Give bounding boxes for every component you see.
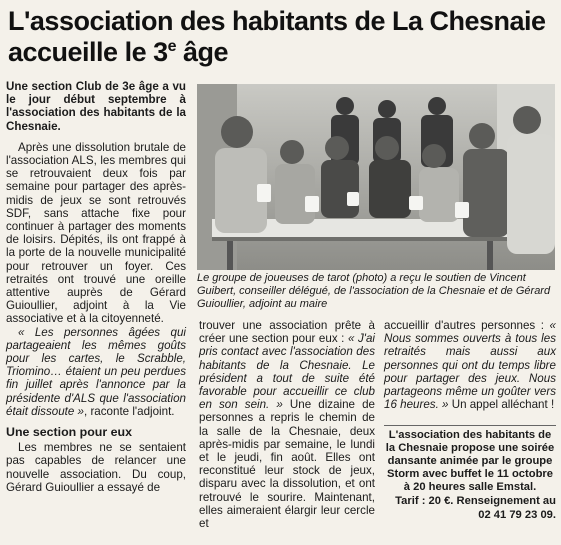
event-box <box>384 425 556 522</box>
body-paragraph-2 <box>6 326 186 418</box>
body-paragraph-right <box>384 319 556 411</box>
headline <box>8 6 553 68</box>
headline-line2-text: accueille le 3 <box>8 37 168 67</box>
mid-text-start: trouver une association prête à créer une section pour eux : <box>199 319 375 346</box>
body-paragraph-mid <box>199 319 375 530</box>
column-right <box>384 319 556 411</box>
quote-3: « Nous sommes ouverts à tous les retraités mais aussi aux personnes qui ont du temps libre pour partager des jeux. Nous partageons même un goûter vers 16 heures. » <box>384 319 556 412</box>
right-text-start: accueillir d'autres personnes : <box>384 319 550 332</box>
headline-line1: L'association des habitants de La Chesnaie <box>8 6 546 36</box>
headline-line2 <box>8 37 553 68</box>
mid-text-tail: Une dizaine de personnes a repris le chemin de la salle de la Chesnaie, deux après-midis par semaine, le lundi et le jeudi, fin août. Elles ont reconstitué leur stock de jeux, disparu avec la dissolution, et ont retrouvé le sourire. Maintenant, elles aimeraient élargir leur cercle et <box>199 398 375 531</box>
headline-line2-end: âge <box>176 37 229 67</box>
column-left <box>6 80 186 494</box>
subheading: Une section pour eux <box>6 425 132 440</box>
quote-2: « J'ai pris contact avec l'association des habitants de la Chesnaie. Le président a tout de suite été favorable pour accueillir ce club en son sein. » <box>199 332 376 412</box>
lead-paragraph: Une section Club de 3e âge a vu le jour début septembre à l'association des habitants de la Chesnaie. <box>6 80 186 133</box>
quote-1: « Les personnes âgées qui partageaient les mêmes goûts pour les cartes, le Scrabble, Triomino… étaient un peu perdues fin juillet après l'annonce par la présidente d'ALS que l'association était dissoute » <box>6 325 186 418</box>
column-middle <box>199 319 375 530</box>
body-paragraph-3: Les membres ne se sentaient pas capables de relancer une nouvelle association. Du coup, Gérard Guioullier a essayé de <box>6 441 186 494</box>
body-paragraph-1: Après une dissolution brutale de l'association ALS, les membres qui se retrouvaient deux fois par semaine pour partager des après-midis de jeux se sont retrouvés SDF, sans attache fixe pour continuer à partager des moments de loisirs. Dépités, ils ont frappé à la porte de la nouvelle municipalité pour retrouver un foyer. Ces retraités ont trouvé une oreille attentive auprès de Gérard Guioullier, adjoint à la Vie associative et à la citoyenneté. <box>6 140 186 326</box>
quote-1-tail: , raconte l'adjoint. <box>84 404 175 418</box>
event-text: L'association des habitants de la Chesnaie propose une soirée dansante animée par le groupe Storm avec buffet le 11 octobre à 20 heures salle Emstal. <box>385 429 555 494</box>
event-tarif: Tarif : 20 €. Renseignement au 02 41 79 23 09. <box>395 495 556 521</box>
headline-superscript: e <box>167 38 177 55</box>
group-photo <box>197 84 555 270</box>
photo-illustration <box>197 84 555 270</box>
right-text-tail: Un appel alléchant ! <box>448 398 555 412</box>
photo-caption: Le groupe de joueuses de tarot (photo) a reçu le soutien de Vincent Guibert, conseiller délégué, de l'association de la Chesnaie et de Gérard Guioullier, adjoint au maire <box>197 272 551 310</box>
